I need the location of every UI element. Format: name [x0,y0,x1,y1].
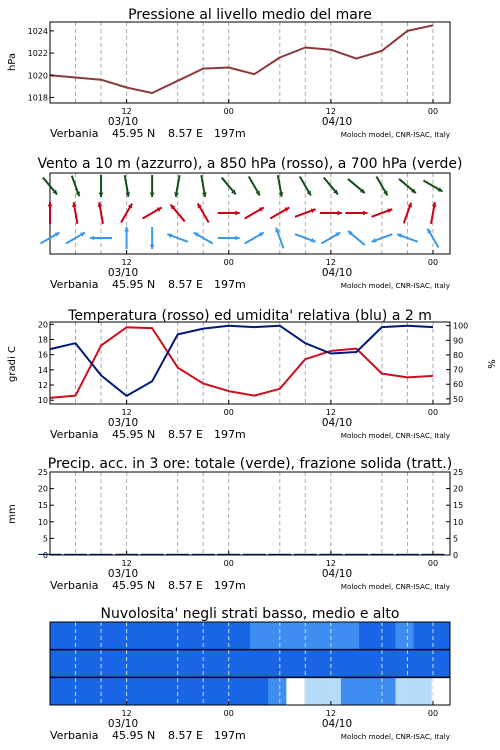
temp-y-tick-label: 18 [37,335,48,345]
wind-10m-arrow [321,233,340,244]
wind-title: Vento a 10 m (azzurro), a 850 hPa (rosso), a 700 hPa (verde) [37,156,463,172]
pressure-frame [50,22,450,103]
station-lon: 8.57 E [168,428,203,441]
cloud-cell [432,650,451,678]
precip-frame [50,472,450,555]
wind-arrow-head [124,227,129,231]
cloud-cell [68,677,87,705]
cloud-cell [414,650,433,678]
precip-y-tick-label: 0 [42,551,48,560]
x-tick-label: 12 [121,408,132,417]
station-name: Verbania [50,428,99,441]
cloud-cell [341,650,360,678]
cloud-cell [395,650,414,678]
wind-arrow-head [90,236,94,241]
x-tick-label: 00 [223,709,234,718]
model-credit: Moloch model, CNR-ISAC, Italy [340,582,450,591]
cloud-cell [232,650,251,678]
precip-y-tick-label-right: 0 [453,551,459,560]
cloud-cell [50,622,69,650]
temp-title: Temperatura (rosso) ed umidita' relativa (blu) a 2 m [68,308,432,324]
cloud-cell [232,622,251,650]
wind-arrow-head [99,193,104,197]
pressure-y-tick-label: 1018 [27,93,48,103]
cloud-cell [286,677,305,705]
x-tick-label: 00 [427,559,439,568]
station-lat: 45.95 N [112,428,156,441]
precip-y-tick-label: 15 [37,501,48,511]
station-name: Verbania [50,729,99,742]
temperature-line [50,327,433,398]
wind-10m-arrow [372,234,393,242]
cloud-cell [141,650,160,678]
model-credit: Moloch model, CNR-ISAC, Italy [340,732,450,741]
date-label: 03/10 [107,417,139,429]
pressure-y-tick-label: 1022 [27,49,48,59]
x-tick-label: 12 [121,258,132,267]
wind-850-arrow [98,202,103,224]
wind-700-arrow [150,175,155,197]
cloud-title: Nuvolosita' negli strati basso, medio e alto [100,606,400,622]
pressure-title: Pressione al livello medio del mare [128,7,372,23]
wind-10m-arrow [348,231,365,245]
x-tick-label: 12 [325,107,336,116]
pressure-y-axis-label: hPa [7,52,18,72]
date-label: 03/10 [107,568,139,580]
station-elevation: 197m [214,428,246,441]
cloud-cell [50,677,69,705]
cloud-cell [395,622,414,650]
x-tick-label: 12 [325,559,336,568]
cloud-cell [86,677,105,705]
precip-title: Precip. acc. in 3 ore: totale (verde), frazione solida (tratt.) [47,456,453,472]
cloud-cell [177,622,196,650]
cloud-cell [214,650,233,678]
cloud-cell [159,650,178,678]
cloud-cell [86,650,105,678]
x-tick-label: 12 [325,709,336,718]
station-elevation: 197m [214,729,246,742]
cloud-cell [359,677,378,705]
cloud-cell [177,650,196,678]
wind-850-arrow [345,211,367,216]
station-lat: 45.95 N [112,579,156,592]
wind-850-arrow [72,202,77,224]
cloud-cell [305,677,324,705]
precip-y-tick-label-right: 20 [453,484,464,494]
wind-700-arrow [72,176,80,197]
cloud-cell [214,622,233,650]
x-tick-label: 12 [121,709,132,718]
wind-10m-arrow [397,233,418,241]
cloud-cell [105,622,124,650]
x-tick-label: 12 [325,408,336,417]
wind-arrow-head [337,211,341,216]
wind-700-arrow [99,175,104,197]
precip-y-tick-label: 10 [37,517,48,527]
precip-y-axis-label: mm [7,504,18,524]
x-tick-label: 00 [427,709,439,718]
cloud-cell [195,650,214,678]
temp-y-tick-label: 10 [37,396,48,406]
temp-y-tick-label: 20 [37,320,48,330]
date-label: 04/10 [321,417,353,429]
precip-y-tick-label: 25 [37,468,48,477]
precip-y-tick-label-right: 15 [453,501,464,511]
cloud-cell [123,677,142,705]
date-label: 04/10 [321,267,353,279]
cloud-cell [123,650,142,678]
wind-10m-arrow [124,227,129,249]
wind-10m-arrow [167,233,188,241]
x-tick-label: 00 [427,408,439,417]
cloud-cell [305,622,324,650]
cloud-cell [195,677,214,705]
precip-y-tick-label-right: 25 [453,468,464,477]
cloud-cell [232,677,251,705]
wind-arrow-head [48,202,53,206]
wind-850-arrow [198,203,209,222]
model-credit: Moloch model, CNR-ISAC, Italy [340,130,450,139]
model-credit: Moloch model, CNR-ISAC, Italy [340,281,450,290]
wind-arrow-head [235,236,239,241]
wind-frame [50,173,450,254]
station-lon: 8.57 E [168,278,203,291]
wind-700-arrow [125,175,130,197]
wind-10m-arrow [295,234,316,242]
date-label: 03/10 [107,116,139,128]
cloud-cell [359,622,378,650]
cloud-cell [195,622,214,650]
x-tick-label: 00 [223,258,234,267]
humidity-y-tick-label: 100 [453,321,469,331]
station-lon: 8.57 E [168,127,203,140]
x-tick-label: 00 [223,559,234,568]
date-label: 03/10 [107,718,139,730]
cloud-cell [323,650,342,678]
cloud-cell [141,677,160,705]
humidity-line [50,326,433,396]
wind-850-arrow [48,202,53,224]
cloud-cell [250,650,269,678]
precip-y-tick-label: 20 [37,484,48,494]
model-credit: Moloch model, CNR-ISAC, Italy [340,431,450,440]
wind-arrow-head [235,211,239,216]
wind-850-arrow [245,208,264,219]
cloud-cell [432,677,451,705]
temp-y-tick-label: 16 [37,350,48,360]
cloud-cell [268,622,287,650]
cloud-cell [395,677,414,705]
cloud-cell [105,677,124,705]
station-lon: 8.57 E [168,579,203,592]
wind-arrow-head [150,245,155,249]
station-elevation: 197m [214,278,246,291]
pressure-y-tick-label: 1020 [27,71,48,81]
cloud-cell [268,650,287,678]
x-tick-label: 12 [121,107,132,116]
cloud-cell [341,622,360,650]
wind-700-arrow [300,176,311,195]
wind-850-arrow [143,208,162,219]
cloud-cell [286,622,305,650]
wind-700-arrow [174,175,179,197]
x-tick-label: 00 [427,107,439,116]
station-lat: 45.95 N [112,278,156,291]
wind-arrow-head [363,211,367,216]
cloud-cell [323,677,342,705]
date-label: 04/10 [321,568,353,580]
x-tick-label: 00 [223,107,234,116]
wind-arrow-head [150,193,155,197]
cloud-cell [286,650,305,678]
wind-700-arrow [376,176,387,195]
cloud-cell [105,650,124,678]
date-label: 04/10 [321,718,353,730]
station-lon: 8.57 E [168,729,203,742]
cloud-cell [414,622,433,650]
humidity-y-tick-label: 70 [453,365,464,375]
temp-y-tick-label: 12 [37,381,48,391]
date-label: 04/10 [321,116,353,128]
humidity-y-axis-label: % [485,359,496,369]
cloud-cell [68,650,87,678]
x-tick-label: 12 [121,559,132,568]
station-name: Verbania [50,579,99,592]
humidity-y-tick-label: 60 [453,380,464,390]
humidity-y-tick-label: 50 [453,394,464,404]
wind-850-arrow [121,203,132,222]
cloud-cell [86,622,105,650]
cloud-cell [305,650,324,678]
precip-y-tick-label-right: 10 [453,517,464,527]
date-label: 03/10 [107,267,139,279]
cloud-cell [323,622,342,650]
precip-y-tick-label: 5 [42,534,48,544]
wind-700-arrow [249,176,260,195]
x-tick-label: 00 [223,408,234,417]
wind-700-arrow [278,175,283,197]
cloud-cell [177,677,196,705]
cloud-cell [377,650,396,678]
cloud-cell [250,677,269,705]
wind-700-arrow [348,179,365,193]
humidity-y-tick-label: 90 [453,336,464,346]
cloud-cell [268,677,287,705]
cloud-cell [432,622,451,650]
wind-700-arrow [201,175,206,197]
cloud-cell [68,622,87,650]
wind-10m-arrow [194,233,213,244]
cloud-cell [377,677,396,705]
x-tick-label: 00 [427,258,439,267]
cloud-cell [141,622,160,650]
station-name: Verbania [50,278,99,291]
wind-10m-arrow [245,233,264,244]
pressure-line [50,25,433,93]
temp-y-axis-label: gradi C [7,346,18,382]
cloud-cell [159,622,178,650]
wind-10m-arrow [66,233,85,244]
cloud-cell [250,622,269,650]
wind-850-arrow [431,202,436,224]
station-lat: 45.95 N [112,127,156,140]
station-name: Verbania [50,127,99,140]
cloud-cell [159,677,178,705]
humidity-y-tick-label: 80 [453,350,464,360]
cloud-cell [414,677,433,705]
precip-y-tick-label-right: 5 [453,534,459,544]
cloud-cell [341,677,360,705]
temp-frame [50,322,450,404]
pressure-y-tick-label: 1024 [27,26,48,36]
wind-10m-arrow [150,227,155,249]
station-lat: 45.95 N [112,729,156,742]
station-elevation: 197m [214,579,246,592]
cloud-cell [377,622,396,650]
temp-y-tick-label: 14 [37,365,48,375]
x-tick-label: 12 [325,258,336,267]
cloud-cell [50,650,69,678]
cloud-cell [123,622,142,650]
cloud-cell [214,677,233,705]
wind-850-arrow [404,203,412,224]
cloud-cell [359,650,378,678]
station-elevation: 197m [214,127,246,140]
